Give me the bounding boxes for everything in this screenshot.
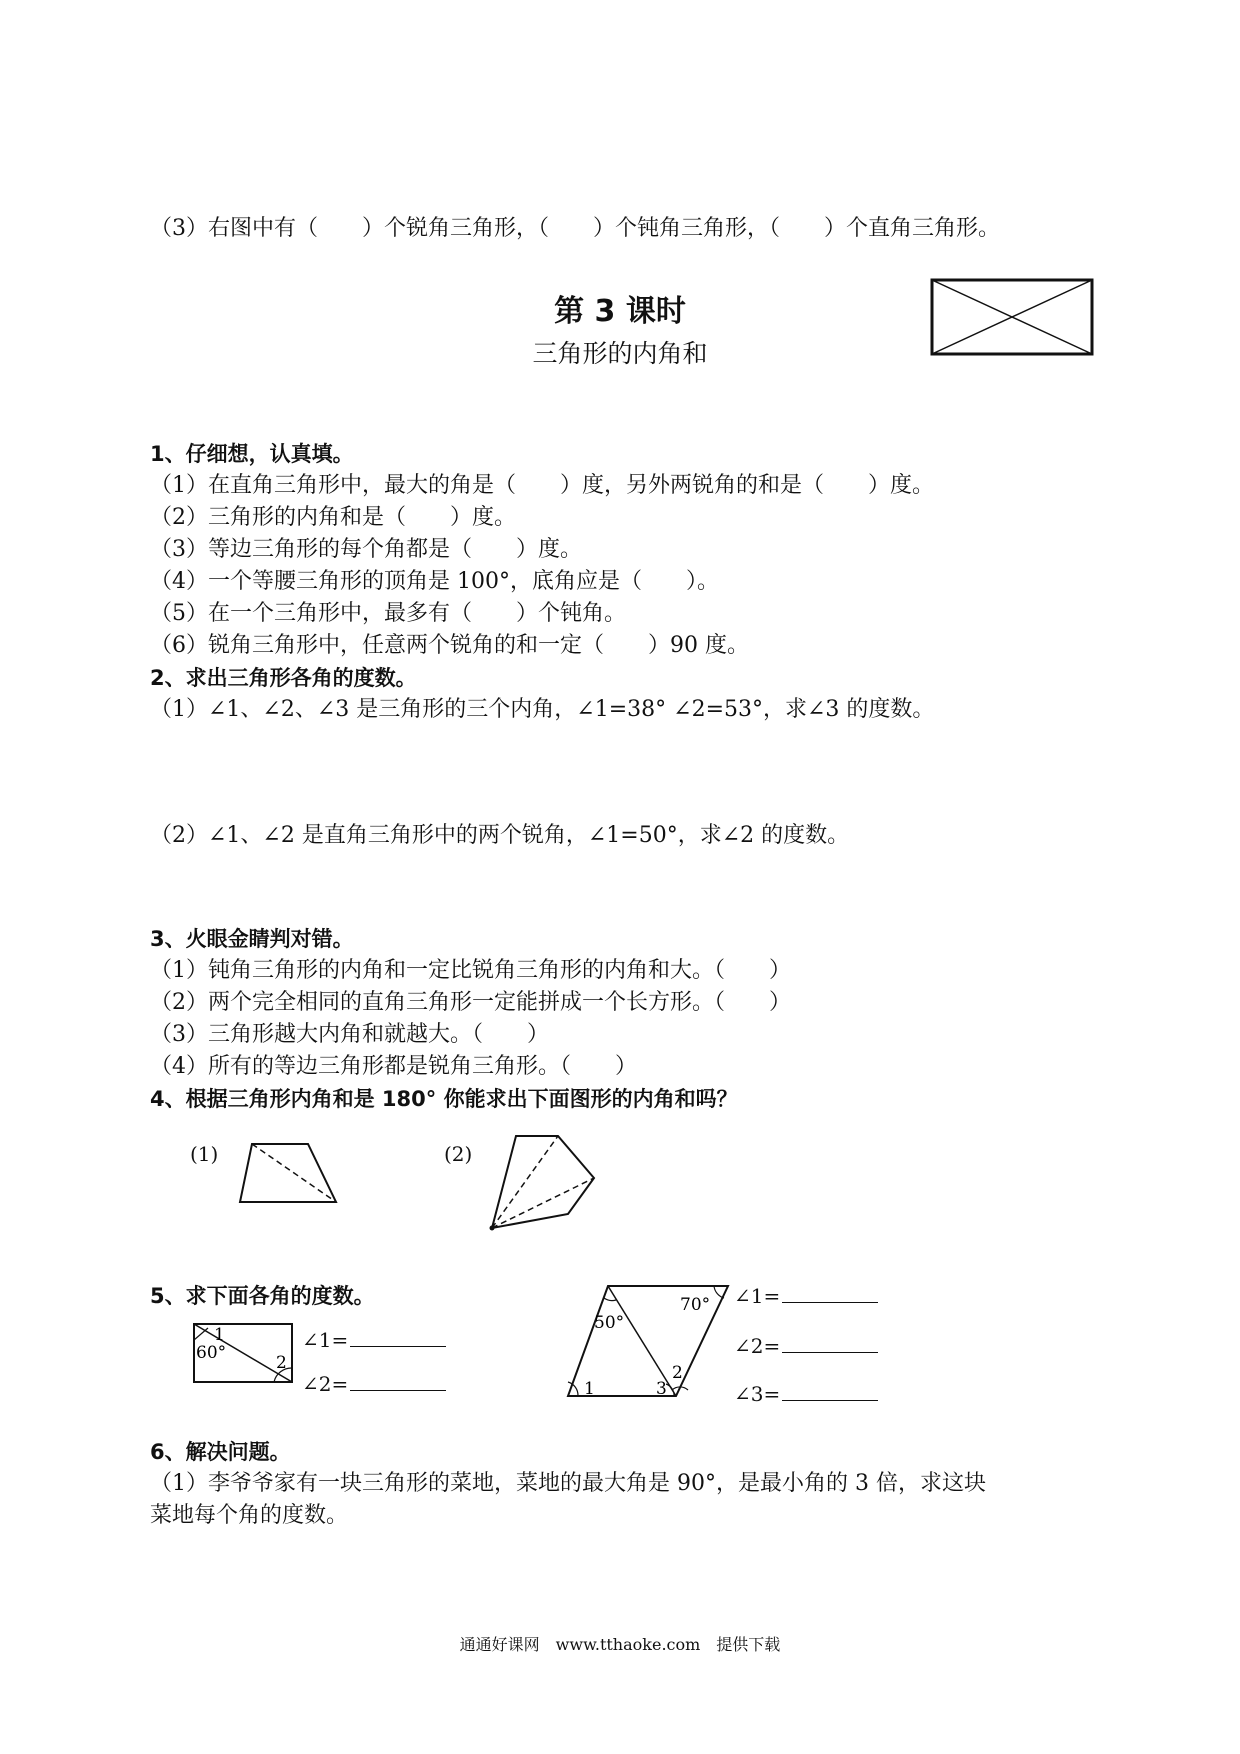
lesson-subtitle: 三角形的内角和 bbox=[532, 339, 708, 368]
answer-blank bbox=[782, 1352, 878, 1353]
answer-label-para-1: ∠1= bbox=[734, 1284, 878, 1308]
question-heading-3: 3、火眼金睛判对错。 bbox=[150, 927, 354, 951]
answer-label-para-3: ∠3= bbox=[734, 1382, 878, 1406]
question-item: （2）两个完全相同的直角三角形一定能拼成一个长方形。（ ） bbox=[150, 990, 791, 1015]
page-footer: 通通好课网 www.tthaoke.com 提供下载 bbox=[459, 1635, 781, 1654]
question-heading-5: 5、求下面各角的度数。 bbox=[150, 1284, 375, 1308]
question-item: （1）李爷爷家有一块三角形的菜地，菜地的最大角是 90°，是最小角的 3 倍，求这块 bbox=[150, 1471, 986, 1496]
question-item: 菜地每个角的度数。 bbox=[150, 1503, 349, 1528]
question-item: （1）∠1、∠2、∠3 是三角形的三个内角，∠1=38° ∠2=53°，求∠3 的度数。 bbox=[150, 697, 935, 722]
rectangle-angle-figure bbox=[190, 1318, 300, 1388]
question-item: （3）右图中有（ ）个锐角三角形，（ ）个钝角三角形，（ ）个直角三角形。 bbox=[150, 216, 1001, 241]
lesson-title: 第 3 课时 bbox=[554, 294, 686, 329]
question-heading-1: 1、仔细想，认真填。 bbox=[150, 442, 354, 466]
question-item: （3）三角形越大内角和就越大。（ ） bbox=[150, 1022, 549, 1047]
question-item: （1）钝角三角形的内角和一定比锐角三角形的内角和大。（ ） bbox=[150, 958, 791, 983]
answer-blank bbox=[350, 1390, 446, 1391]
question-heading-2: 2、求出三角形各角的度数。 bbox=[150, 666, 417, 690]
angle-mark-2: 2 bbox=[276, 1353, 287, 1373]
trapezoid-figure bbox=[232, 1140, 344, 1208]
question-item: （1）在直角三角形中，最大的角是（ ）度，另外两锐角的和是（ ）度。 bbox=[150, 473, 934, 498]
question-item: （3）等边三角形的每个角都是（ ）度。 bbox=[150, 537, 582, 562]
answer-label-para-2: ∠2= bbox=[734, 1334, 878, 1358]
answer-blank bbox=[782, 1400, 878, 1401]
question-item: （5）在一个三角形中，最多有（ ）个钝角。 bbox=[150, 601, 626, 626]
angle-given-70: 70° bbox=[680, 1295, 711, 1315]
angle-mark-1: 1 bbox=[214, 1325, 225, 1345]
answer-blank bbox=[350, 1346, 446, 1347]
angle-given-60: 60° bbox=[196, 1343, 227, 1363]
question-heading-4: 4、根据三角形内角和是 180° 你能求出下面图形的内角和吗？ bbox=[150, 1087, 738, 1111]
question-item: （2）∠1、∠2 是直角三角形中的两个锐角，∠1=50°，求∠2 的度数。 bbox=[150, 823, 850, 848]
question-heading-6: 6、解决问题。 bbox=[150, 1440, 291, 1464]
angle-mark-1: 1 bbox=[584, 1379, 595, 1399]
pentagon-figure bbox=[480, 1130, 600, 1232]
answer-label-rect-1: ∠1= bbox=[302, 1328, 446, 1352]
answer-label-rect-2: ∠2= bbox=[302, 1372, 446, 1396]
angle-mark-2: 2 bbox=[672, 1363, 683, 1383]
answer-blank bbox=[782, 1302, 878, 1303]
figure-label-1: (1) bbox=[190, 1142, 219, 1166]
question-item: （2）三角形的内角和是（ ）度。 bbox=[150, 505, 516, 530]
question-item: （6）锐角三角形中，任意两个锐角的和一定（ ）90 度。 bbox=[150, 633, 749, 658]
angle-given-50: 50° bbox=[594, 1313, 625, 1333]
question-item: （4）所有的等边三角形都是锐角三角形。（ ） bbox=[150, 1054, 637, 1079]
angle-mark-3: 3 bbox=[656, 1379, 667, 1399]
question-item: （4）一个等腰三角形的顶角是 100°，底角应是（ ）。 bbox=[150, 569, 719, 594]
parallelogram-figure bbox=[564, 1280, 734, 1402]
figure-label-2: (2) bbox=[444, 1142, 473, 1166]
